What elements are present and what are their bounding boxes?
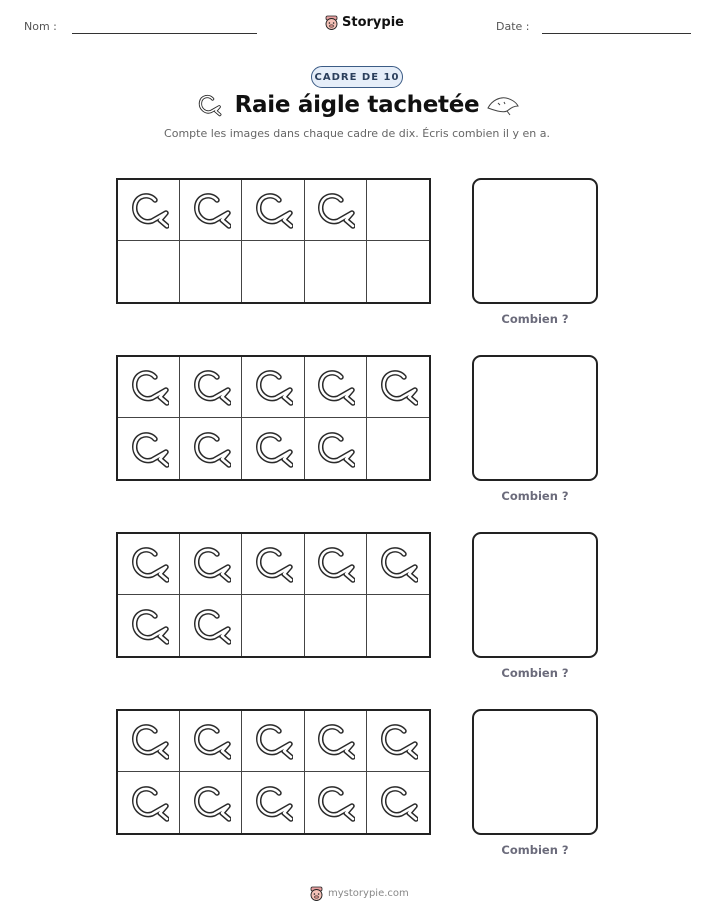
ten-frame bbox=[116, 178, 431, 304]
frame-cell-filled bbox=[180, 534, 242, 595]
eagle-ray-icon bbox=[378, 544, 418, 584]
date-field[interactable] bbox=[542, 33, 691, 34]
brand-logo bbox=[324, 14, 404, 31]
eagle-ray-icon bbox=[191, 367, 231, 407]
frame-cell-filled bbox=[305, 180, 367, 241]
answer-label: Combien ? bbox=[501, 843, 569, 857]
frame-cell-filled bbox=[180, 711, 242, 772]
eagle-ray-icon bbox=[315, 721, 355, 761]
answer-box[interactable] bbox=[472, 709, 598, 835]
eagle-ray-icon bbox=[315, 783, 355, 823]
frame-cell-empty bbox=[367, 180, 429, 241]
instructions: Compte les images dans chaque cadre de dix. Écris combien il y en a. bbox=[164, 127, 550, 140]
frame-cell-filled bbox=[180, 595, 242, 656]
frame-cell-filled bbox=[180, 357, 242, 418]
eagle-ray-icon bbox=[378, 367, 418, 407]
footer bbox=[309, 885, 409, 902]
frame-cell-filled bbox=[242, 711, 304, 772]
brand-name: Storypie bbox=[342, 15, 404, 30]
frame-cell-filled bbox=[242, 772, 304, 833]
eagle-ray-icon bbox=[191, 721, 231, 761]
frame-cell-empty bbox=[180, 241, 242, 302]
eagle-ray-icon bbox=[253, 190, 293, 230]
eagle-ray-icon bbox=[253, 367, 293, 407]
name-field[interactable] bbox=[72, 33, 257, 34]
frame-cell-filled bbox=[118, 357, 180, 418]
frame-cell-filled bbox=[242, 418, 304, 479]
answer-label: Combien ? bbox=[501, 312, 569, 326]
frame-cell-filled bbox=[180, 772, 242, 833]
page-title: Raie áigle tachetée bbox=[234, 92, 480, 118]
frame-cell-empty bbox=[305, 241, 367, 302]
eagle-ray-icon bbox=[315, 544, 355, 584]
eagle-ray-icon bbox=[253, 544, 293, 584]
frame-cell-filled bbox=[305, 418, 367, 479]
frame-cell-filled bbox=[118, 534, 180, 595]
frame-cell-filled bbox=[118, 180, 180, 241]
frame-cell-filled bbox=[367, 711, 429, 772]
frame-cell-empty bbox=[367, 418, 429, 479]
frame-cell-filled bbox=[367, 357, 429, 418]
eagle-ray-icon bbox=[129, 367, 169, 407]
footer-url: mystorypie.com bbox=[328, 888, 409, 899]
frame-cell-empty bbox=[242, 595, 304, 656]
frame-cell-filled bbox=[118, 772, 180, 833]
eagle-ray-icon bbox=[253, 429, 293, 469]
eagle-ray-icon bbox=[129, 190, 169, 230]
eagle-ray-icon bbox=[253, 721, 293, 761]
answer-box[interactable] bbox=[472, 532, 598, 658]
answer-label: Combien ? bbox=[501, 489, 569, 503]
frame-cell-empty bbox=[367, 595, 429, 656]
eagle-ray-icon bbox=[191, 606, 231, 646]
frame-cell-filled bbox=[305, 534, 367, 595]
eagle-ray-icon bbox=[129, 606, 169, 646]
worksheet-type-badge: CADRE DE 10 bbox=[311, 66, 403, 88]
eagle-ray-icon bbox=[129, 721, 169, 761]
name-label: Nom : bbox=[24, 20, 57, 33]
eagle-ray-icon bbox=[191, 429, 231, 469]
answer-box[interactable] bbox=[472, 178, 598, 304]
pig-mascot-icon bbox=[324, 14, 339, 31]
frame-cell-filled bbox=[242, 534, 304, 595]
frame-cell-filled bbox=[118, 595, 180, 656]
frame-cell-filled bbox=[242, 180, 304, 241]
ten-frame bbox=[116, 532, 431, 658]
frame-cell-filled bbox=[367, 534, 429, 595]
answer-label: Combien ? bbox=[501, 666, 569, 680]
ten-frame bbox=[116, 355, 431, 481]
eagle-ray-icon bbox=[129, 544, 169, 584]
frame-cell-filled bbox=[305, 357, 367, 418]
frame-cell-filled bbox=[242, 357, 304, 418]
answer-box[interactable] bbox=[472, 355, 598, 481]
frame-cell-filled bbox=[180, 418, 242, 479]
eagle-ray-icon bbox=[315, 429, 355, 469]
eagle-ray-icon bbox=[129, 783, 169, 823]
eagle-ray-icon bbox=[378, 783, 418, 823]
eagle-ray-icon bbox=[315, 190, 355, 230]
eagle-ray-icon bbox=[315, 367, 355, 407]
eagle-ray-icon bbox=[191, 544, 231, 584]
frame-cell-empty bbox=[118, 241, 180, 302]
frame-cell-empty bbox=[367, 241, 429, 302]
eagle-ray-icon bbox=[191, 783, 231, 823]
eagle-ray-icon bbox=[129, 429, 169, 469]
frame-cell-empty bbox=[305, 595, 367, 656]
frame-cell-filled bbox=[367, 772, 429, 833]
frame-cell-filled bbox=[180, 180, 242, 241]
frame-cell-filled bbox=[305, 772, 367, 833]
frame-cell-empty bbox=[242, 241, 304, 302]
ten-frame bbox=[116, 709, 431, 835]
pig-mascot-icon bbox=[309, 885, 324, 902]
eagle-ray-icon bbox=[191, 190, 231, 230]
frame-cell-filled bbox=[305, 711, 367, 772]
eagle-ray-icon bbox=[378, 721, 418, 761]
frame-cell-filled bbox=[118, 418, 180, 479]
eagle-ray-icon bbox=[253, 783, 293, 823]
date-label: Date : bbox=[496, 20, 530, 33]
frame-cell-filled bbox=[118, 711, 180, 772]
eagle-ray-sketch-icon bbox=[486, 94, 520, 116]
